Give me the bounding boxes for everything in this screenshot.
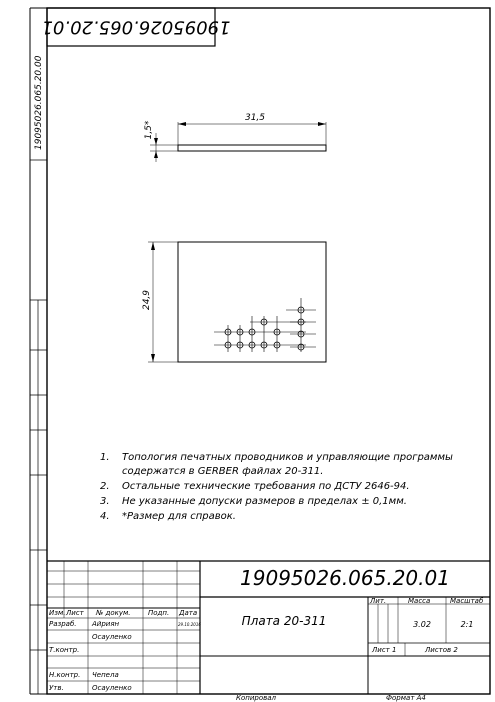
role-label: Н.контр.: [49, 671, 81, 679]
role-name: Айриян: [92, 620, 120, 628]
mass-label: Масса: [408, 597, 431, 605]
role-name: Чепела: [92, 671, 119, 679]
scale-label: Масштаб: [450, 597, 484, 605]
footer-format: Формат А4: [386, 694, 426, 702]
header-doc: № докум.: [96, 609, 131, 617]
role-date: 29.10.2016: [178, 622, 201, 627]
role-label: Т.контр.: [49, 646, 80, 654]
designation: 19095026.065.20.01: [240, 566, 450, 590]
header-date: Дата: [179, 609, 198, 617]
thickness-dim-label: 1,5*: [144, 120, 154, 140]
footer-copied: Копировал: [236, 694, 276, 702]
note-number: 4.: [100, 511, 110, 522]
width-dim-label: 31,5: [244, 113, 266, 123]
rotated-designation: 19095026.065.20.01: [41, 16, 231, 38]
note-text: Остальные технические требования по ДСТУ 2646-94.: [122, 481, 410, 492]
role-name: Осауленко: [92, 633, 132, 641]
note-text: содержатся в GERBER файлах 20-311.: [122, 466, 324, 477]
lit-label: Лит.: [370, 597, 387, 605]
side-designation: 19095026.065.20.00: [34, 55, 44, 150]
header-izm: Изм.: [49, 609, 66, 617]
sheet-label: Лист 1: [372, 646, 397, 654]
note-text: *Размер для справок.: [122, 511, 236, 522]
note-text: Топология печатных проводников и управляющие программы: [122, 452, 453, 463]
part-side-view: [178, 145, 326, 151]
mass-value: 3.02: [413, 620, 431, 629]
note-number: 1.: [100, 452, 110, 463]
note-number: 3.: [100, 496, 110, 507]
role-label: Утв.: [49, 684, 64, 692]
note-text: Не указанные допуски размеров в пределах ± 0,1мм.: [122, 496, 407, 507]
role-name: Осауленко: [92, 684, 132, 692]
note-number: 2.: [100, 481, 110, 492]
role-label: Разраб.: [49, 620, 77, 628]
sheet-frame: [47, 8, 490, 694]
header-sign: Подп.: [148, 609, 170, 617]
header-list: Лист: [66, 609, 84, 617]
notes: [100, 452, 453, 522]
scale-value: 2:1: [460, 620, 474, 629]
height-dim-label: 24,9: [142, 289, 152, 311]
part-title: Плата 20-311: [241, 614, 327, 628]
sheets-label: Листов 2: [425, 646, 458, 654]
